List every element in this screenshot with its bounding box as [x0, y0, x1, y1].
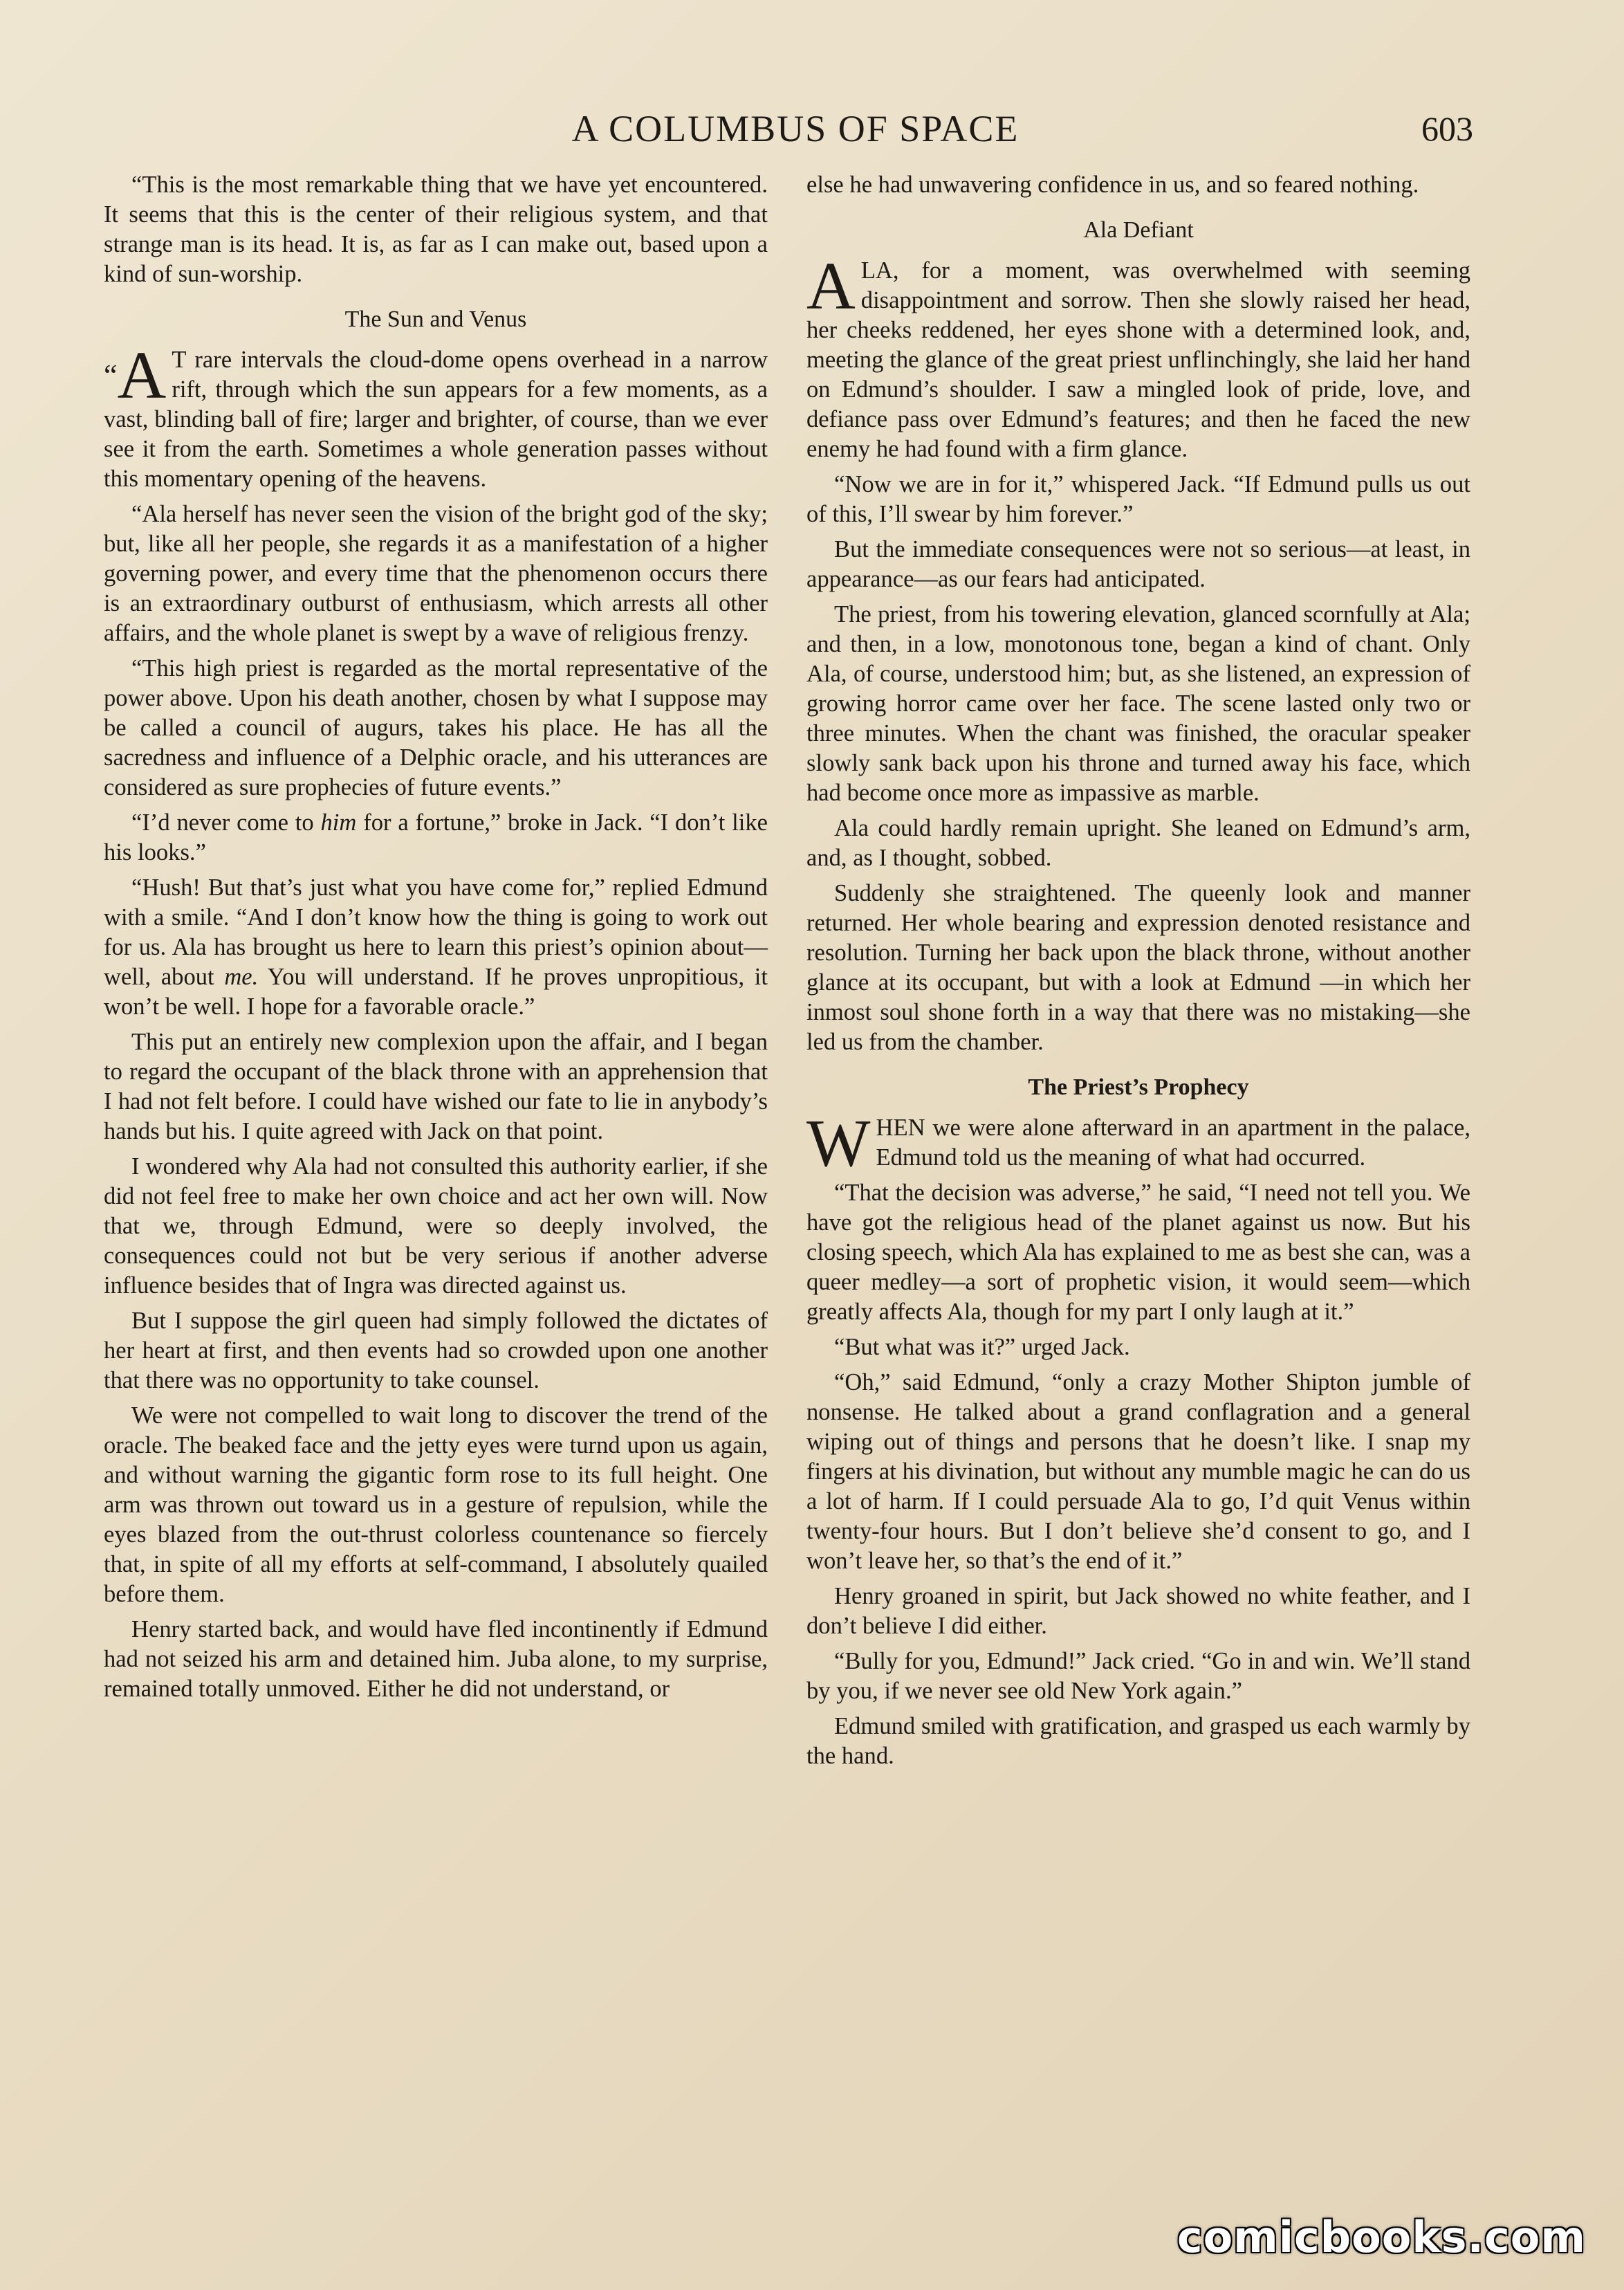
paragraph: “Now we are in for it,” whispered Jack. “If Edmund pulls us out of this, I’ll swear by him forever.” [806, 471, 1470, 527]
paragraph: “That the decision was adverse,” he said, “I need not tell you. We have got the religious head of the planet against us now. But his closing speech, which Ala has explained to me as best she can, was a queer medley—a sort of prophetic vision, it would seem—which greatly affects Ala, though for my part I only laugh at it.” [806, 1180, 1470, 1325]
paragraph-text: LA, for a moment, was overwhelmed with seeming disappointment and sorrow. Then she slowly raised her head, her cheeks reddened, her eyes shone with a determined look, and, meeting the glance of the great priest unflinchingly, she laid her hand on Edmund’s shoulder. I saw a mingled look of pride, love, and defiance pass over Edmund’s features; and then he faced the new enemy he had found with a firm glance. [806, 257, 1470, 462]
paragraph: The priest, from his towering elevation, glanced scornfully at Ala; and then, in a low, monotonous tone, began a kind of chant. Only Ala, of course, understood him; but, as she listened, an expression of growing horror came over her face. The scene lasted only two or three minutes. When the chant was finished, the oracular speaker slowly sank back upon his throne and turned away his face, which had become once more as impassive as marble. [806, 601, 1470, 806]
drop-cap-letter: W [806, 1106, 871, 1181]
text-run: for a fortune,” broke in Jack. “I don’t like his looks.” [104, 809, 768, 865]
drop-cap-letter: A [806, 249, 856, 324]
paragraph [104, 808, 768, 868]
left-column [104, 170, 768, 1710]
paragraph: We were not compelled to wait long to discover the trend of the oracle. The beaked face and the jetty eyes were turnd upon us again, and without warning the gigantic form rose to its full height. One arm was thrown out toward us in a gesture of repulsion, while the eyes blazed from the out-thrust colorless countenance so fiercely that, in spite of all my efforts at self-command, I absolutely quailed before them. [104, 1402, 768, 1607]
paragraph: “But what was it?” urged Jack. [834, 1334, 1130, 1360]
paragraph [104, 873, 768, 1022]
drop-cap [104, 338, 167, 413]
paragraph-text: HEN we were alone afterward in an apartment in the palace, Edmund told us the meaning of what had occurred. [876, 1115, 1470, 1171]
paragraph-with-dropcap [806, 1106, 1470, 1181]
paragraph: “Bully for you, Edmund!” Jack cried. “Go in and win. We’ll stand by you, if we never see old New York again.” [806, 1648, 1470, 1704]
running-title: A COLUMBUS OF SPACE [571, 108, 1019, 149]
paragraph: But the immediate consequences were not so serious—at least, in appearance—as our fears had anticipated. [806, 536, 1470, 592]
paragraph-with-dropcap [806, 249, 1470, 464]
paragraph: Ala could hardly remain upright. She leaned on Edmund’s arm, and, as I thought, sobbed. [806, 815, 1470, 871]
paragraph: “Oh,” said Edmund, “only a crazy Mother Shipton jumble of nonsense. He talked about a grand conflagration and a general wiping out of things and persons that he doesn’t like. I snap my fingers at his divination, but without any mumble magic he can do us a lot of harm. If I could persuade Ala to go, I’d quit Venus within twenty-four hours. But I don’t believe she’d consent to go, and I won’t leave her, so that’s the end of it.” [806, 1369, 1470, 1574]
page-number: 603 [1421, 109, 1473, 148]
watermark: comicbooks.com [1177, 2212, 1586, 2262]
paragraph: Suddenly she straightened. The queenly look and manner returned. Her whole bearing and expression denoted resistance and resolution. Turning her back upon the black throne, without another glance at its occupant, but with a look at Edmund —in which her inmost soul shone forth in a way that there was no mistaking—she led us from the chamber. [806, 880, 1470, 1055]
paragraph: “This is the most remarkable thing that we have yet encountered. It seems that this is the center of their religious system, and that strange man is its head. It is, as far as I can make out, based upon a kind of sun-worship. [104, 172, 768, 287]
section-heading-priests-prophecy: The Priest’s Prophecy [1028, 1074, 1249, 1100]
emphasis: me. [224, 964, 259, 990]
paragraph-with-dropcap [104, 338, 768, 494]
text-run: You will understand. If he proves unpropitious, it won’t be well. I hope for a favorable oracle.” [104, 964, 768, 1020]
paragraph: This put an entirely new complexion upon the affair, and I began to regard the occupant of the black throne with an apprehension that I had not felt before. I could have wished our fate to lie in anybody’s hands but his. I quite agreed with Jack on that point. [104, 1029, 768, 1144]
drop-cap-letter: A [117, 338, 167, 413]
text-run: “I’d never come to [131, 809, 321, 836]
paragraph: I wondered why Ala had not consulted this authority earlier, if she did not feel free to make her own choice and act her own will. Now that we, through Edmund, were so deeply involved, the consequences could not but be very serious if another adverse influence besides that of Ingra was directed against us. [104, 1153, 768, 1299]
section-heading-sun-and-venus: The Sun and Venus [344, 306, 527, 332]
right-column [806, 170, 1470, 1777]
paragraph: Edmund smiled with gratification, and grasped us each warmly by the hand. [806, 1713, 1470, 1769]
emphasis: him [320, 809, 357, 836]
paragraph: “This high priest is regarded as the mortal representative of the power above. Upon his death another, chosen by what I suppose may be called a council of augurs, takes his place. He has all the sacredness and influence of a Delphic oracle, and his utterances are considered as sure prophecies of future events.” [104, 655, 768, 800]
paragraph-text: T rare intervals the cloud-dome opens overhead in a narrow rift, through which the sun appears for a few moments, as a vast, blinding ball of fire; larger and brighter, of course, than we ever see it from the earth. Sometimes a whole generation passes without this momentary opening of the heavens. [104, 347, 768, 492]
text-run: “Hush! But that’s just what you have come for,” replied Edmund with a smile. “And I don’t know how the thing is going to work out for us. Ala has brought us here to learn this priest’s opinion about—well, about [104, 874, 768, 990]
opening-quote: “ [104, 358, 118, 392]
paragraph: “Ala herself has never seen the vision of the bright god of the sky; but, like all her people, she regards it as a manifestation of a higher governing power, and every time that the phenomenon occurs there is an extraordinary outburst of enthusiasm, which arrests all other affairs, and the whole planet is swept by a wave of religious frenzy. [104, 501, 768, 646]
paragraph: else he had unwavering confidence in us, and so feared nothing. [806, 172, 1419, 198]
paragraph: But I suppose the girl queen had simply followed the dictates of her heart at first, and then events had so crowded upon one another that there was no opportunity to take counsel. [104, 1308, 768, 1393]
paragraph: Henry started back, and would have fled incontinently if Edmund had not seized his arm and detained him. Juba alone, to my surprise, remained totally unmoved. Either he did not understand, or [104, 1616, 768, 1702]
section-heading-ala-defiant: Ala Defiant [1083, 217, 1194, 243]
paragraph: Henry groaned in spirit, but Jack showed no white feather, and I don’t believe I did either. [806, 1583, 1470, 1639]
page-header [104, 107, 1487, 156]
